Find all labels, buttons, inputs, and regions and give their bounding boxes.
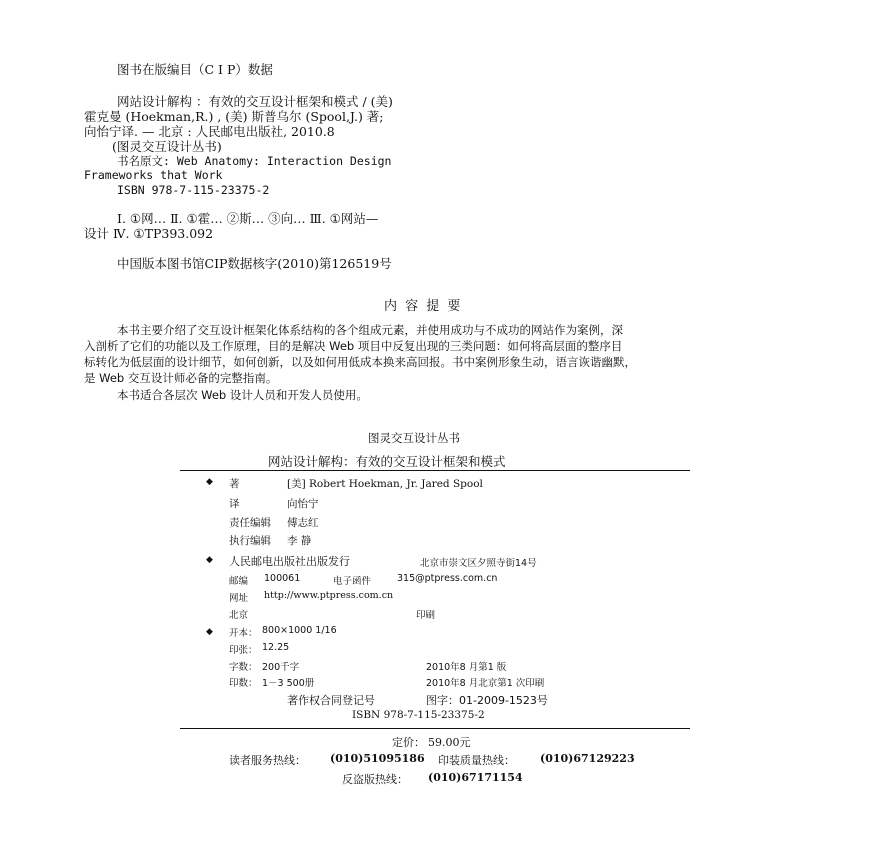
words-label: 字数： [229,662,258,673]
website-label: 网址 [229,593,249,604]
sheets-value: 12.25 [262,642,290,653]
summary-line: 入剖析了它们的功能以及工作原理，目的是解决 Web 项目中反复出现的三类问题：如何将高层面的整序目 [84,339,623,353]
cip-line: Ⅰ. ①网… Ⅱ. ①霍… ②斯… ③向… Ⅲ. ①网站— [117,211,379,226]
cip-line: (图灵交互设计丛书) [112,139,222,154]
cip-line: 设计 Ⅳ. ①TP393.092 [84,226,214,241]
print-count-value: 1－3 500册 [262,678,315,689]
cip-line: 书名原文: Web Anatomy: Interaction Design [117,154,392,168]
cip-line: ISBN 978-7-115-23375-2 [117,183,270,197]
price-value: 59.00元 [428,736,471,749]
print-count-label: 印数： [229,678,258,689]
author-label: 著 [229,478,240,490]
cip-line: 向怡宁译. — 北京 : 人民邮电出版社, 2010.8 [84,124,335,139]
series-name: 图灵交互设计丛书 [368,431,460,445]
book-title: 网站设计解构：有效的交互设计框架和模式 [268,454,506,469]
service-label: 读者服务热线： [229,754,306,767]
piracy-value: (010)67171154 [428,771,523,784]
format-value: 800×1000 1/16 [262,625,337,636]
diamond-icon: ◆ [206,627,213,637]
print-city: 北京 [229,610,249,621]
cip-line: 网站设计解构 ：有效的交互设计框架和模式 / (美) [117,94,393,109]
diamond-icon: ◆ [206,555,213,565]
summary-line: 是 Web 交互设计师必备的完整指南。 [84,371,278,385]
cip-line: Frameworks that Work [84,168,223,182]
summary-heading: 内 容 提 要 [384,299,463,314]
words-value: 200千字 [262,662,300,673]
contract-label: 著作权合同登记号 [287,694,375,707]
price-label: 定价： [392,736,425,749]
email-value: 315@ptpress.com.cn [397,573,498,584]
top-rule [180,470,690,471]
email-label: 电子函件 [333,576,372,587]
cip-heading: 图书在版编目（C I P）数据 [117,62,273,77]
website-value: http://www.ptpress.com.cn [264,590,394,601]
translator-label: 译 [229,498,240,510]
summary-line: 本书适合各层次 Web 设计人员和开发人员使用。 [117,388,368,402]
contract-value: 图字：01-2009-1523号 [426,694,548,707]
exec-editor-label: 执行编辑 [229,535,271,547]
author-value: [美] Robert Hoekman, Jr. Jared Spool [287,478,483,490]
cip-line: 霍克曼 (Hoekman,R.) , (美) 斯普乌尔 (Spool,J.) 著; [84,109,384,124]
bottom-rule [180,728,690,729]
cip-number: 中国版本图书馆CIP数据核字(2010)第126519号 [117,256,392,271]
postcode-label: 邮编 [229,576,249,587]
summary-line: 本书主要介绍了交互设计框架化体系结构的各个组成元素，并使用成功与不成功的网站作为案例，深 [117,323,623,337]
quality-value: (010)67129223 [540,752,635,765]
edition: 2010年8 月第1 版 [426,662,507,673]
format-label: 开本： [229,628,258,639]
printing: 2010年8 月北京第1 次印刷 [426,678,545,689]
print-label: 印刷 [416,610,436,621]
diamond-icon: ◆ [206,477,213,487]
quality-label: 印装质量热线： [438,754,515,767]
publisher-address: 北京市崇文区夕照寺街14号 [420,558,537,569]
publisher: 人民邮电出版社出版发行 [229,555,350,568]
exec-editor-value: 李 静 [287,535,312,547]
summary-line: 标转化为低层面的设计细节，如何创新，以及如何用低成本换来高回报。书中案例形象生动，语言诙谐幽默， [84,355,636,369]
editor-label: 责任编辑 [229,517,271,529]
editor-value: 傅志红 [287,517,319,529]
isbn: ISBN 978-7-115-23375-2 [352,709,485,721]
piracy-label: 反盗版热线： [342,773,408,786]
translator-value: 向怡宁 [287,498,319,510]
sheets-label: 印张： [229,645,258,656]
service-value: (010)51095186 [330,752,425,765]
postcode-value: 100061 [264,573,301,584]
